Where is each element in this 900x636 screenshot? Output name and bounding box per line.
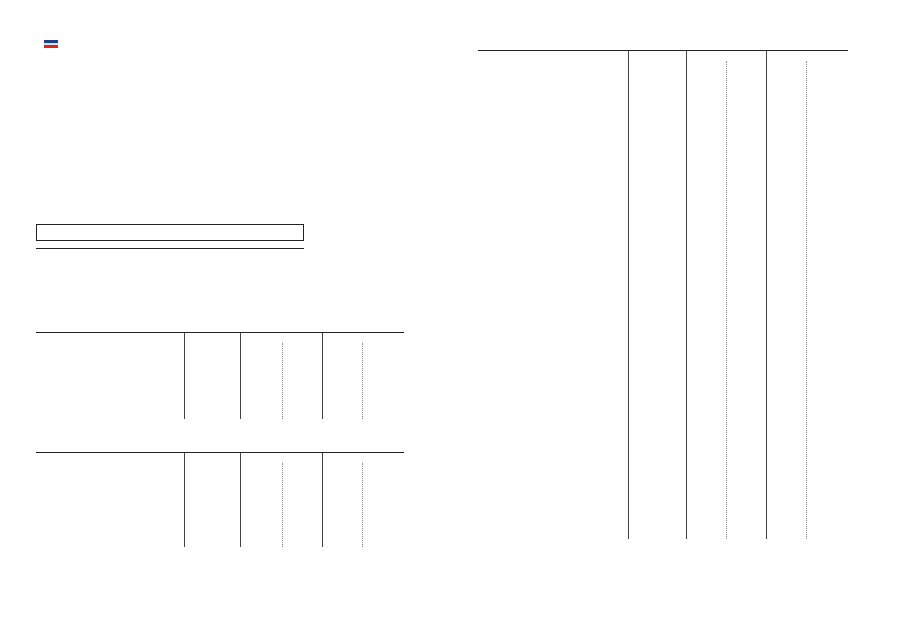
mesures-table [36, 332, 404, 418]
commune-box [36, 224, 304, 241]
marianne-flag-icon [44, 40, 58, 48]
resultats-table-p2 [478, 50, 848, 538]
divider [36, 248, 304, 249]
republique-logo [44, 40, 58, 49]
page-2 [450, 0, 900, 636]
resultats-table [36, 452, 404, 546]
